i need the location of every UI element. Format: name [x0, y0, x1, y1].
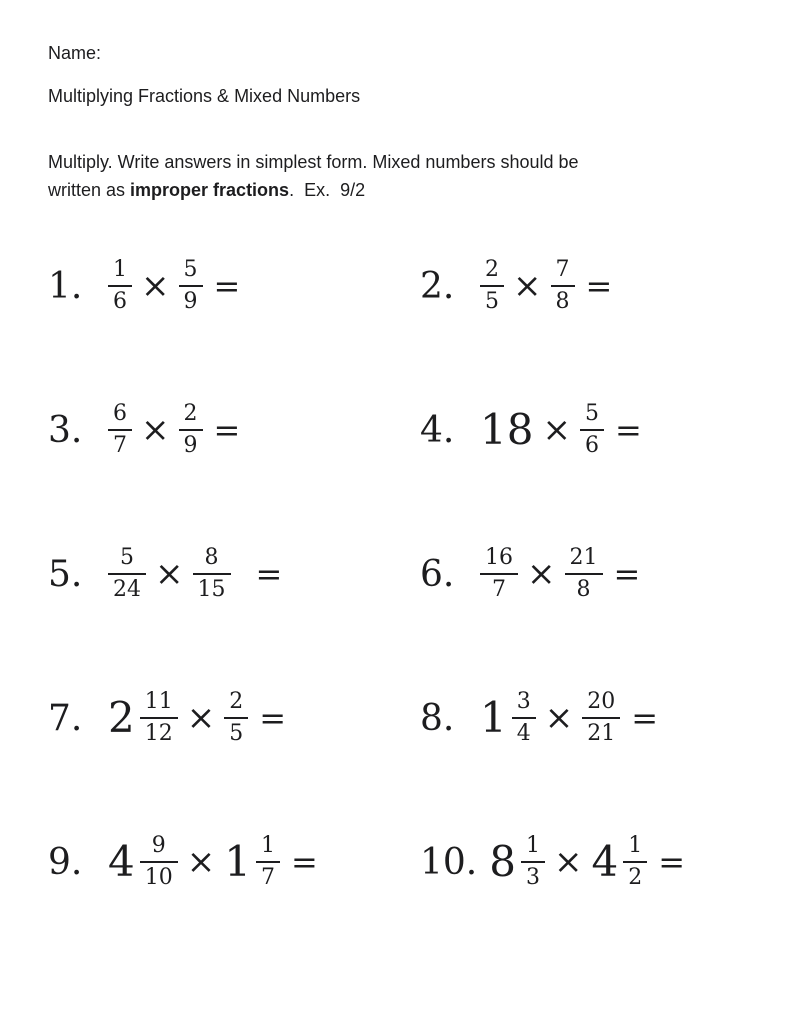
fraction	[580, 401, 604, 460]
problem-2	[420, 257, 753, 316]
multiply-sign: ×	[186, 698, 216, 738]
mixed-number	[489, 833, 545, 892]
fraction	[224, 689, 248, 748]
denominator: 24	[113, 577, 141, 602]
problems-grid	[48, 214, 753, 934]
numerator: 9	[140, 833, 178, 863]
numerator: 5	[580, 401, 604, 431]
whole-number: 18	[480, 405, 534, 454]
denominator: 7	[260, 865, 275, 890]
denominator: 3	[526, 865, 540, 890]
numerator: 2	[179, 401, 203, 431]
numerator: 6	[108, 401, 132, 431]
multiply-sign: ×	[513, 266, 542, 306]
denominator: 9	[183, 433, 198, 458]
numerator: 21	[565, 545, 603, 575]
expression	[108, 833, 318, 892]
denominator: 4	[516, 721, 531, 746]
numerator: 8	[193, 545, 231, 575]
fraction	[480, 257, 504, 316]
equals-sign: =	[585, 267, 613, 305]
numerator: 2	[224, 689, 248, 719]
instructions-line-2-suffix: . Ex. 9/2	[289, 180, 366, 200]
denominator: 5	[485, 289, 499, 314]
numerator: 2	[480, 257, 504, 287]
equals-sign: =	[259, 699, 287, 737]
multiply-sign: ×	[544, 698, 574, 738]
denominator: 2	[628, 865, 643, 890]
denominator: 7	[113, 433, 127, 458]
problem-6	[420, 545, 753, 604]
numerator: 1	[521, 833, 545, 863]
fraction	[108, 401, 132, 460]
expression	[480, 545, 640, 604]
problem-number: 2.	[420, 265, 455, 307]
whole-number: 1	[480, 693, 507, 742]
equals-sign: =	[631, 699, 659, 737]
fraction	[179, 401, 203, 460]
numerator: 16	[480, 545, 518, 575]
denominator: 15	[197, 577, 226, 602]
expression	[480, 401, 642, 460]
fraction	[480, 545, 518, 604]
denominator: 5	[229, 721, 244, 746]
problem-number: 3.	[48, 409, 83, 451]
equals-sign: =	[613, 555, 641, 593]
fraction	[623, 833, 647, 892]
denominator: 7	[492, 577, 506, 602]
problem-10	[420, 833, 753, 892]
expression	[480, 257, 612, 316]
instructions-line-2-prefix: written as	[48, 180, 131, 200]
fraction	[582, 689, 620, 748]
denominator: 6	[584, 433, 599, 458]
whole-number: 8	[489, 837, 516, 886]
whole-number: 4	[591, 837, 619, 886]
fraction	[256, 833, 280, 892]
fraction	[551, 257, 575, 316]
fraction	[140, 833, 178, 892]
problem-5	[48, 545, 420, 604]
numerator: 5	[179, 257, 203, 287]
mixed-number	[224, 833, 280, 892]
equals-sign: =	[255, 555, 283, 593]
fraction	[193, 545, 231, 604]
numerator: 1	[256, 833, 280, 863]
problem-number: 9.	[48, 841, 83, 883]
multiply-sign: ×	[186, 842, 216, 882]
fraction	[179, 257, 203, 316]
instructions-line-2	[48, 176, 753, 204]
mixed-number	[108, 833, 178, 892]
numerator: 1	[108, 257, 132, 287]
expression	[108, 257, 240, 316]
expression	[108, 689, 286, 748]
fraction	[140, 689, 178, 748]
whole-number: 4	[108, 837, 135, 886]
multiply-sign: ×	[141, 410, 170, 450]
problem-8	[420, 689, 753, 748]
numerator: 7	[551, 257, 575, 287]
expression	[108, 401, 240, 460]
denominator: 9	[183, 289, 198, 314]
fraction	[565, 545, 603, 604]
multiply-sign: ×	[542, 410, 571, 450]
problem-number: 4.	[420, 409, 455, 451]
mixed-number	[108, 689, 178, 748]
equals-sign: =	[658, 843, 686, 881]
numerator: 11	[140, 689, 178, 719]
problem-7	[48, 689, 420, 748]
fraction	[512, 689, 536, 748]
equals-sign: =	[213, 411, 241, 449]
multiply-sign: ×	[141, 266, 170, 306]
denominator: 6	[113, 289, 127, 314]
problem-number: 1.	[48, 265, 83, 307]
problem-number: 10.	[420, 841, 478, 883]
numerator: 1	[623, 833, 647, 863]
mixed-number	[592, 833, 648, 892]
numerator: 3	[512, 689, 536, 719]
problem-4	[420, 401, 753, 460]
denominator: 12	[144, 721, 173, 746]
expression	[489, 833, 685, 892]
instructions	[48, 148, 753, 204]
numerator: 5	[108, 545, 146, 575]
denominator: 21	[587, 721, 616, 746]
multiply-sign: ×	[527, 554, 556, 594]
problem-1	[48, 257, 420, 316]
problem-number: 7.	[48, 697, 83, 739]
instructions-line-1: Multiply. Write answers in simplest form. Mixed numbers should be	[48, 152, 579, 172]
mixed-number	[480, 689, 536, 748]
multiply-sign: ×	[155, 554, 184, 594]
problem-number: 5.	[48, 553, 83, 595]
numerator: 20	[582, 689, 620, 719]
problem-3	[48, 401, 420, 460]
problem-number: 6.	[420, 553, 455, 595]
equals-sign: =	[213, 267, 241, 305]
fraction	[108, 257, 132, 316]
worksheet-title: Multiplying Fractions & Mixed Numbers	[48, 86, 361, 106]
denominator: 8	[555, 289, 570, 314]
equals-sign: =	[290, 843, 318, 881]
expression	[480, 689, 658, 748]
whole-number: 2	[108, 693, 135, 742]
expression	[108, 545, 282, 604]
name-label: Name:	[48, 43, 102, 63]
denominator: 8	[576, 577, 591, 602]
fraction	[108, 545, 146, 604]
denominator: 10	[144, 865, 173, 890]
problem-number: 8.	[420, 697, 455, 739]
whole-number: 1	[224, 837, 251, 886]
fraction	[521, 833, 545, 892]
problem-9	[48, 833, 420, 892]
multiply-sign: ×	[554, 842, 583, 882]
instructions-line-2-bold: improper fractions	[130, 180, 290, 200]
equals-sign: =	[614, 411, 642, 449]
